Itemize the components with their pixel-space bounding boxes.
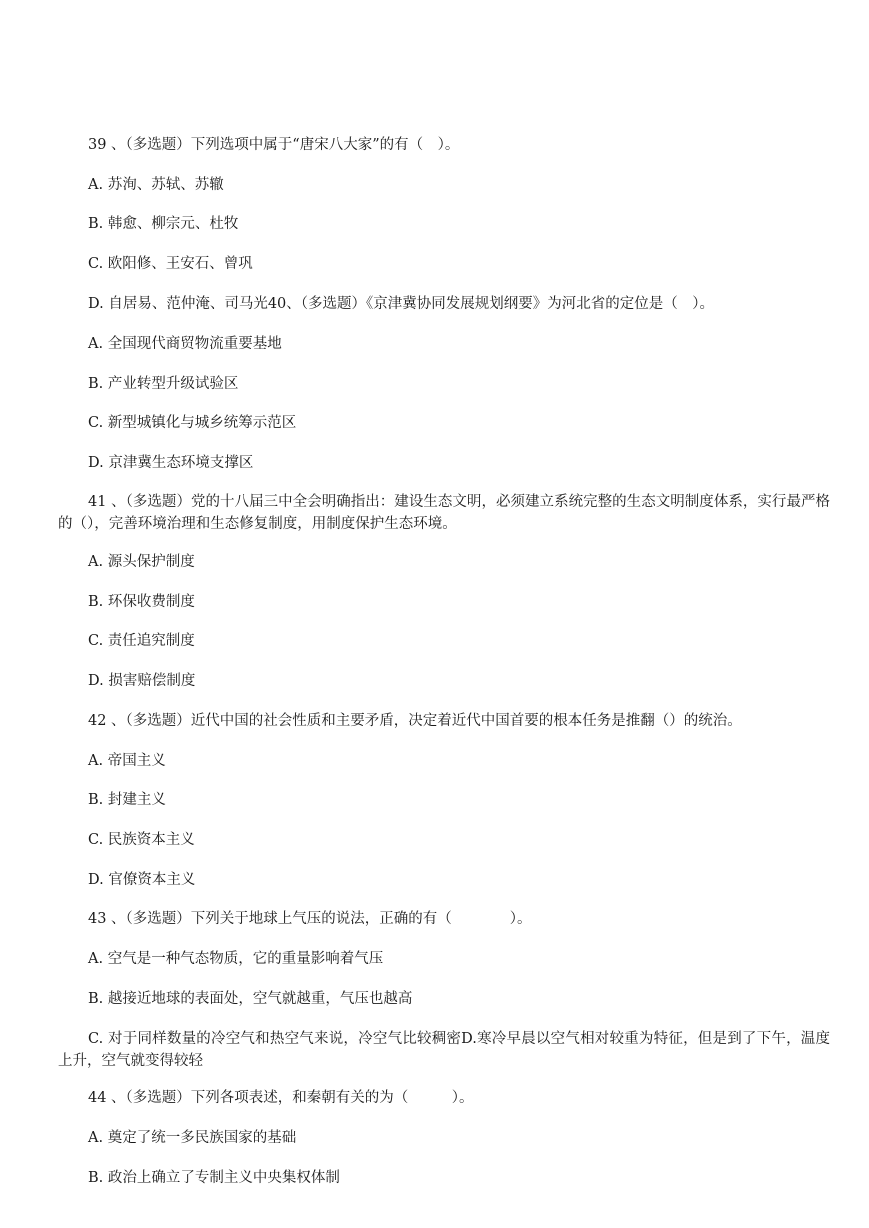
question-42-option-c: C. 民族资本主义 [88, 832, 195, 848]
question-42-stem: 42 、（多选题）近代中国的社会性质和主要矛盾，决定着近代中国首要的根本任务是推翻（）的统治。 [88, 713, 742, 729]
question-40-option-a: A. 全国现代商贸物流重要基地 [88, 336, 282, 352]
question-39-option-c: C. 欧阳修、王安石、曾巩 [88, 256, 253, 272]
question-39-stem: 39 、（多选题）下列选项中属于“唐宋八大家”的有（ ）。 [88, 137, 460, 153]
question-39-option-d: D. 自居易、范仲淹、司马光40、（多选题）《京津冀协同发展规划纲要》为河北省的定位是（ ）。 [88, 296, 715, 312]
question-44-option-b: B. 政治上确立了专制主义中央集权体制 [88, 1170, 340, 1186]
question-40-option-d: D. 京津冀生态环境支撑区 [88, 455, 254, 471]
question-43-option-a: A. 空气是一种气态物质，它的重量影响着气压 [88, 951, 384, 967]
question-42-option-a: A. 帝国主义 [88, 753, 166, 769]
question-41-option-b: B. 环保收费制度 [88, 594, 195, 610]
question-43-stem: 43 、（多选题）下列关于地球上气压的说法，正确的有（ ）。 [88, 911, 532, 927]
question-39-option-a: A. 苏洵、苏轼、苏辙 [88, 177, 224, 193]
question-41-option-a: A. 源头保护制度 [88, 554, 195, 570]
question-41-option-d: D. 损害赔偿制度 [88, 673, 196, 689]
question-44-option-a: A. 奠定了统一多民族国家的基础 [88, 1130, 297, 1146]
question-39-option-b: B. 韩愈、柳宗元、杜牧 [88, 216, 239, 232]
question-41-stem: 41 、（多选题）党的十八届三中全会明确指出：建设生态文明，必须建立系统完整的生态文明制度体系，实行最严格的（），完善环境治理和生态修复制度，用制度保护生态环境。 [58, 494, 830, 532]
question-40-option-c: C. 新型城镇化与城乡统筹示范区 [88, 415, 297, 431]
question-43-option-cd: C. 对于同样数量的冷空气和热空气来说，冷空气比较稠密D.寒冷早晨以空气相对较重为特征，但是到了下午，温度上升，空气就变得较轻 [58, 1031, 830, 1069]
question-43-option-b: B. 越接近地球的表面处，空气就越重，气压也越高 [88, 991, 413, 1007]
question-40-option-b: B. 产业转型升级试验区 [88, 376, 239, 392]
question-42-option-b: B. 封建主义 [88, 792, 166, 808]
question-41-option-c: C. 责任追究制度 [88, 633, 195, 649]
question-42-option-d: D. 官僚资本主义 [88, 872, 196, 888]
question-44-stem: 44 、（多选题）下列各项表述，和秦朝有关的为（ ）。 [88, 1090, 474, 1106]
